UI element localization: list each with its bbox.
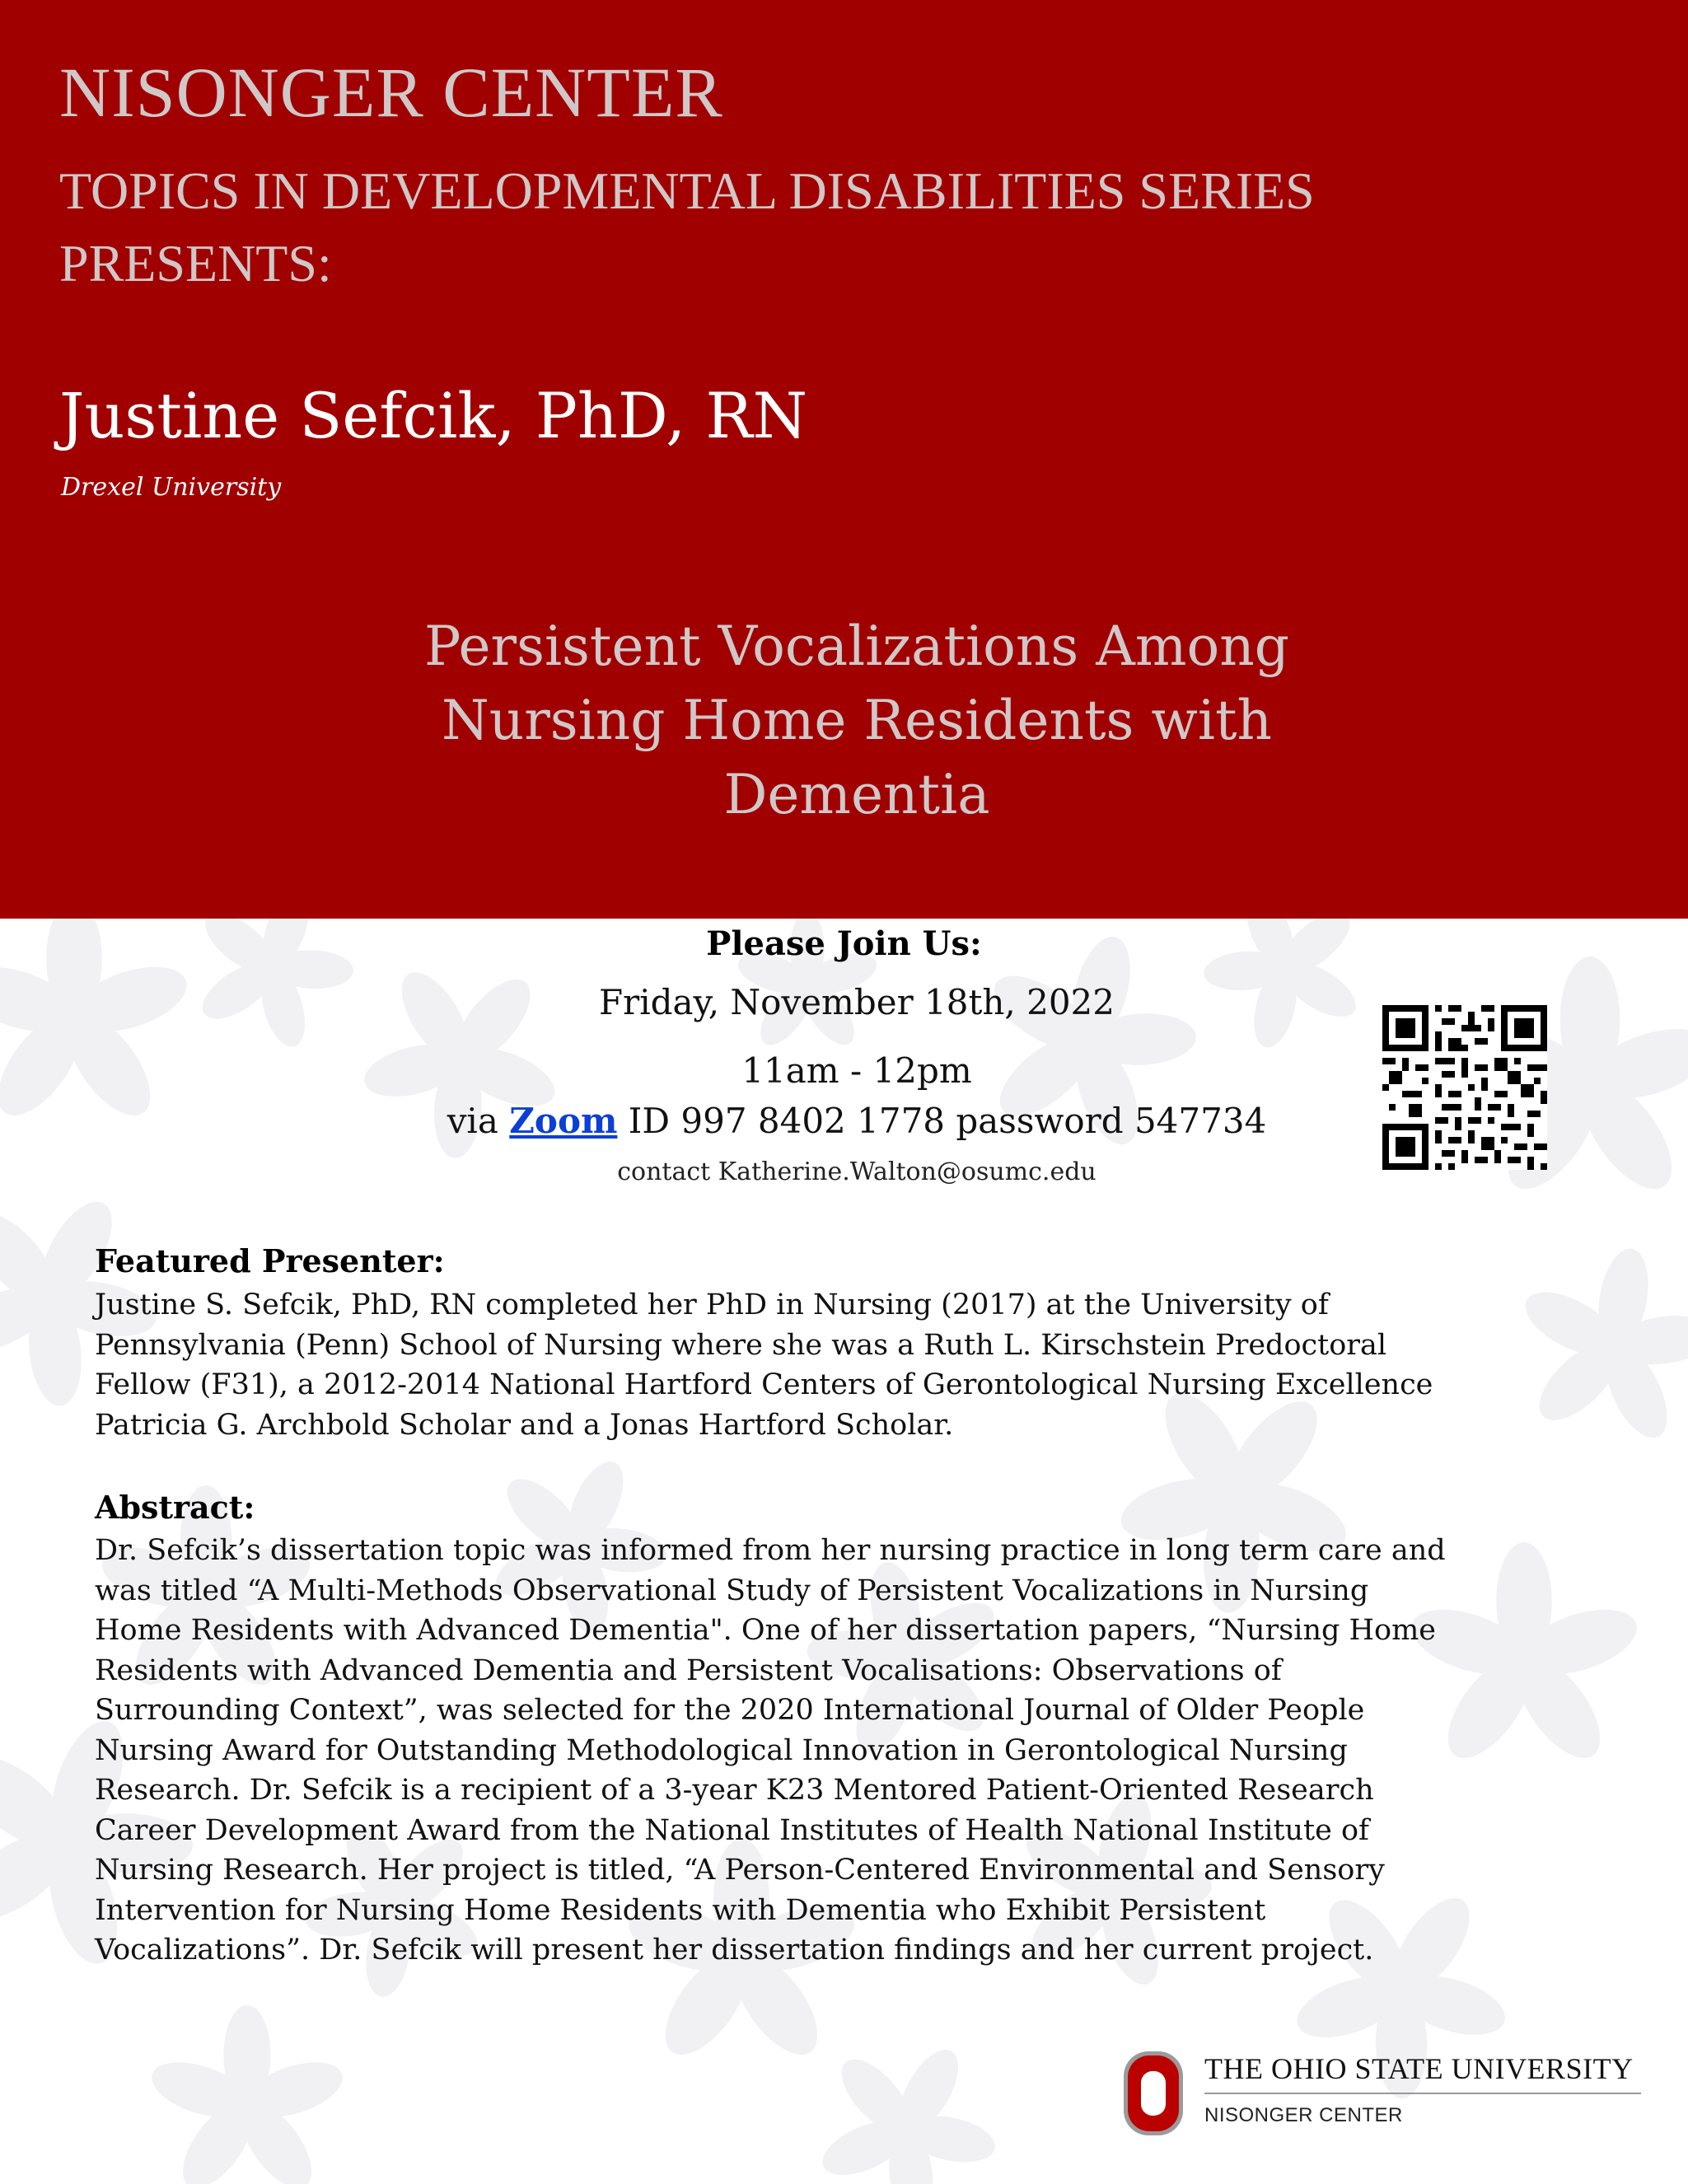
abstract-line: Research. Dr. Sefcik is a recipient of a 3-year K23 Mentored Patient-Oriented Research <box>95 1774 1374 1807</box>
series-line: TOPICS IN DEVELOPMENTAL DISABILITIES SERIES <box>59 161 1315 220</box>
org-title: NISONGER CENTER <box>59 53 723 132</box>
block-o-icon <box>1122 2050 1185 2137</box>
event-date: Friday, November 18th, 2022 <box>598 982 1115 1022</box>
abstract-line: Home Residents with Advanced Dementia". One of her dissertation papers, “Nursing Home <box>95 1614 1437 1647</box>
abstract-line: Vocalizations”. Dr. Sefcik will present her dissertation findings and her current project. <box>95 1934 1374 1967</box>
talk-title <box>247 610 1466 832</box>
talk-title-line: Nursing Home Residents with <box>442 689 1272 752</box>
header-banner <box>0 0 1688 919</box>
bio-line: Fellow (F31), a 2012-2014 National Hartford Centers of Gerontological Nursing Excellence <box>95 1368 1433 1401</box>
department-name: NISONGER CENTER <box>1204 2104 1403 2126</box>
abstract-line: was titled “A Multi-Methods Observational Study of Persistent Vocalizations in Nursing <box>95 1574 1369 1607</box>
contact-line: contact Katherine.Walton@osumc.edu <box>617 1157 1096 1186</box>
bio-line: Patricia G. Archbold Scholar and a Jonas Hartford Scholar. <box>95 1408 954 1442</box>
abstract-line: Dr. Sefcik’s dissertation topic was informed from her nursing practice in long term care and <box>95 1534 1446 1567</box>
abstract-text <box>95 1531 1594 1971</box>
abstract-line: Surrounding Context”, was selected for the 2020 International Journal of Older People <box>95 1694 1365 1727</box>
abstract-line: Intervention for Nursing Home Residents with Dementia who Exhibit Persistent <box>95 1893 1266 1927</box>
join-heading: Please Join Us: <box>706 924 982 963</box>
presenter-heading: Featured Presenter: <box>95 1242 445 1279</box>
zoom-link[interactable]: Zoom <box>509 1101 618 1141</box>
abstract-line: Residents with Advanced Dementia and Persistent Vocalisations: Observations of <box>95 1653 1282 1687</box>
speaker-name: Justine Sefcik, PhD, RN <box>59 379 808 452</box>
via-text: via <box>447 1101 498 1141</box>
series-title <box>59 155 1315 300</box>
abstract-line: Nursing Research. Her project is titled, “A Person-Centered Environmental and Sensory <box>95 1854 1385 1887</box>
abstract-line: Career Development Award from the National Institutes of Health National Institute of <box>95 1813 1369 1847</box>
event-time: 11am - 12pm <box>741 1050 972 1091</box>
logo-divider <box>1204 2093 1641 2094</box>
university-name: THE OHIO STATE UNIVERSITY <box>1204 2052 1634 2085</box>
bio-line: Pennsylvania (Penn) School of Nursing where she was a Ruth L. Kirschstein Predoctoral <box>95 1328 1387 1362</box>
talk-title-line: Dementia <box>723 763 990 826</box>
talk-title-line: Persistent Vocalizations Among <box>424 615 1289 678</box>
abstract-heading: Abstract: <box>95 1489 255 1526</box>
zoom-details: ID 997 8402 1778 password 547734 <box>628 1101 1267 1141</box>
osu-logo <box>1122 2050 1682 2149</box>
bio-line: Justine S. Sefcik, PhD, RN completed her PhD in Nursing (2017) at the University of <box>95 1288 1329 1321</box>
qr-code[interactable] <box>1382 1005 1547 1170</box>
speaker-affiliation: Drexel University <box>61 473 282 502</box>
presenter-bio <box>95 1285 1594 1445</box>
series-line: PRESENTS: <box>59 234 332 292</box>
abstract-line: Nursing Award for Outstanding Methodological Innovation in Gerontological Nursing <box>95 1733 1348 1767</box>
